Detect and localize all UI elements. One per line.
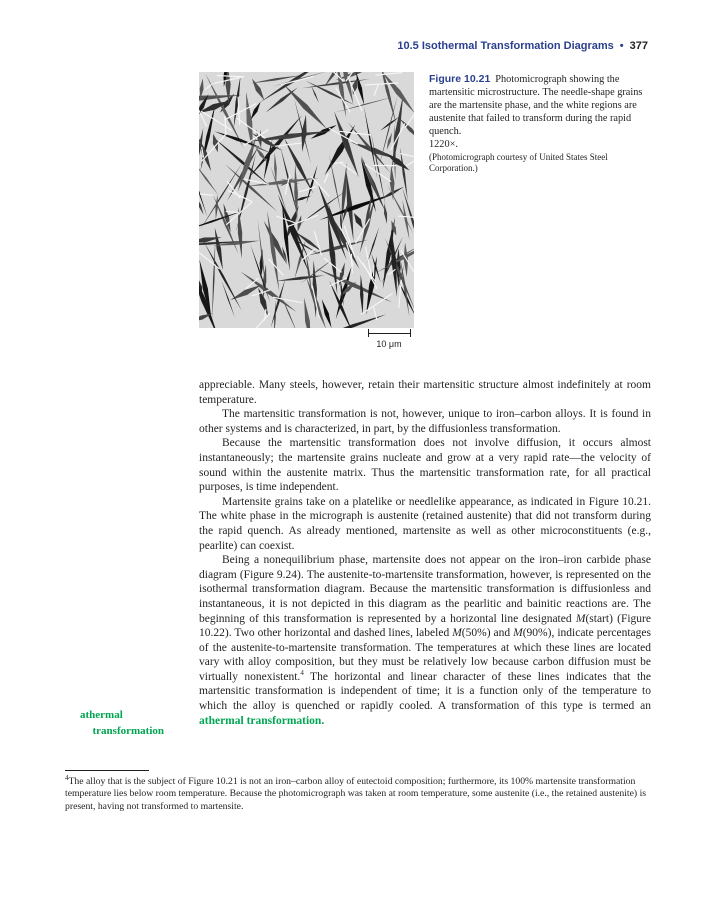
running-head [0,40,648,52]
footnote-text: The alloy that is the subject of Figure 10.21 is not an iron–carbon alloy of eutectoid composition; furthermore, its 100% martensite transformation temperature lies below room temperature. Because the photomicrograph was taken at room temperature, some austenite (i.e., the retained austenite) is present, having not transformed to martensite. [65,776,647,812]
caption-text: Photomicrograph showing the martensitic microstructure. The needle-shape grains are the martensite phase, and the white regions are austenite that failed to transform during the rapid quench. [429,74,643,137]
bullet-separator: • [619,40,624,52]
key-term: athermal transformation. [199,714,325,727]
footnote-marker: 4 [65,773,69,782]
paragraph-4: Martensite grains take on a platelike or needlelike appearance, as indicated in Figure 10.21. The white phase in the micrograph is austenite (retained austenite) that did not transform during the rapid quench. As already mentioned, martensite as well as other microconstituents (e.g., pearlite) can coexist. [199,495,651,552]
martensite-micrograph [199,72,414,328]
footnote-rule [65,770,149,771]
paragraph-3: Because the martensitic transformation does not involve diffusion, it occurs almost instantaneously; the martensite grains nucleate and grow at a very rapid rate—the velocity of sound within the austenite matrix. Thus the martensitic transformation rate, for all practical purposes, is time independent. [199,437,651,494]
scale-bar [366,327,412,357]
page-number: 377 [629,40,648,52]
body-text [199,378,651,728]
footnote-reference[interactable]: 4 [300,669,304,678]
scale-tick-right [410,329,411,337]
paragraph-2: The martensitic transformation is not, however, unique to iron–carbon alloys. It is found in other systems and is characterized, in part, by the diffusionless transformation. [199,408,651,435]
micrograph-image [199,72,414,328]
scale-label: 10 μm [376,339,402,349]
figure-caption [429,73,649,174]
section-title: 10.5 Isothermal Transformation Diagrams [397,40,614,52]
paragraph-1: appreciable. Many steels, however, retain their martensitic structure almost indefinitely at room temperature. [199,379,651,406]
magnification: 1220×. [429,139,458,150]
margin-glossary-term: athermal transformation [80,709,164,737]
photo-credit: (Photomicrograph courtesy of United States Steel Corporation.) [429,152,608,173]
scale-line [368,333,410,334]
figure-label: Figure 10.21 [429,73,491,85]
footnote [65,773,655,813]
paragraph-5: Being a nonequilibrium phase, martensite does not appear on the iron–iron carbide phase diagram (Figure 9.24). The austenite-to-martensite transformation, however, is represented on the isothermal transformation diagram. Because the martensitic transformation is diffusionless and instantaneous, it is not depicted in this diagram as the pearlitic and bainitic reactions are. The beginning of this transformation is represented by a horizontal line designated M(start) (Figure 10.22). Two other horizontal and dashed lines, labeled M(50%) and M(90%), indicate percentages of the austenite-to-martensite transformation. The temperatures at which these lines are located vary with alloy composition, but they must be relatively low because carbon diffusion must be virtually nonexistent.$^4$ The horizontal and linear character of these lines indicates that the martensitic transformation is independent of time; it is a function only of the temperature to which the alloy is quenched or rapidly cooled. A transformation of this type is termed an athermal transformation. [199,554,651,727]
